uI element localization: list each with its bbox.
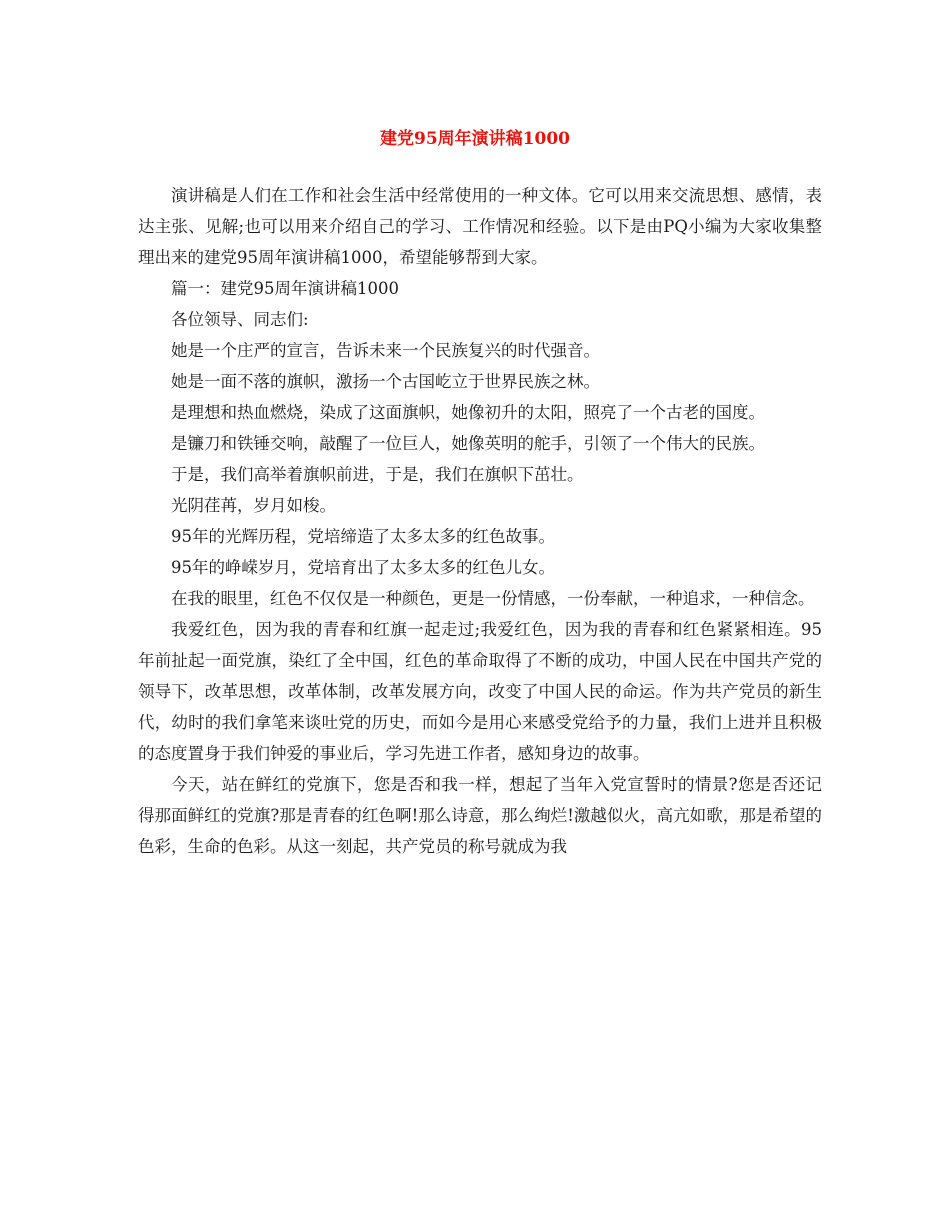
document-title: 建党95周年演讲稿1000: [380, 129, 570, 149]
paragraph: 今天，站在鲜红的党旗下，您是否和我一样，想起了当年入党宣誓时的情景?您是否还记得那面鲜红的党旗?那是青春的红色啊!那么诗意，那么绚烂!激越似火，高亢如歌，那是希望的色彩，生命的色彩。从这一刻起，共产党员的称号就成为我: [138, 775, 822, 856]
paragraph: 我爱红色，因为我的青春和红旗一起走过;我爱红色，因为我的青春和红色紧紧相连。95年前扯起一面党旗，染红了全中国，红色的革命取得了不断的成功，中国人民在中国共产党的领导下，改革思想，改革体制，改革发展方向，改变了中国人民的命运。作为共产党员的新生代，幼时的我们拿笔来谈吐党的历史，而如今是用心来感受党给予的力量，我们上进并且积极的态度置身于我们钟爱的事业后，学习先进工作者，感知身边的故事。: [138, 620, 822, 763]
paragraph: 她是一个庄严的宣言，告诉未来一个民族复兴的时代强音。: [171, 341, 600, 360]
paragraph-salutation: 各位领导、同志们:: [171, 310, 309, 329]
paragraph: 于是，我们高举着旗帜前进，于是，我们在旗帜下茁壮。: [171, 465, 584, 484]
paragraph: 光阴荏苒，岁月如梭。: [171, 496, 336, 515]
paragraph-section-heading: 篇一：建党95周年演讲稿1000: [171, 279, 399, 298]
paragraph: 在我的眼里，红色不仅仅是一种颜色，更是一份情感，一份奉献，一种追求，一种信念。: [171, 589, 815, 608]
paragraph: 95年的峥嵘岁月，党培育出了太多太多的红色儿女。: [171, 558, 555, 577]
paragraph: 是镰刀和铁锤交响，敲醒了一位巨人，她像英明的舵手，引领了一个伟大的民族。: [171, 434, 765, 453]
paragraph: 是理想和热血燃烧，染成了这面旗帜，她像初升的太阳，照亮了一个古老的国度。: [171, 403, 765, 422]
paragraph: 她是一面不落的旗帜，激扬一个古国屹立于世界民族之林。: [171, 372, 600, 391]
paragraph: 95年的光辉历程，党培缔造了太多太多的红色故事。: [171, 527, 555, 546]
paragraph-intro: 演讲稿是人们在工作和社会生活中经常使用的一种文体。它可以用来交流思想、感情，表达主张、见解;也可以用来介绍自己的学习、工作情况和经验。以下是由PQ小编为大家收集整理出来的建党95周年演讲稿1000，希望能够帮到大家。: [138, 186, 822, 267]
document-body: [138, 180, 822, 862]
